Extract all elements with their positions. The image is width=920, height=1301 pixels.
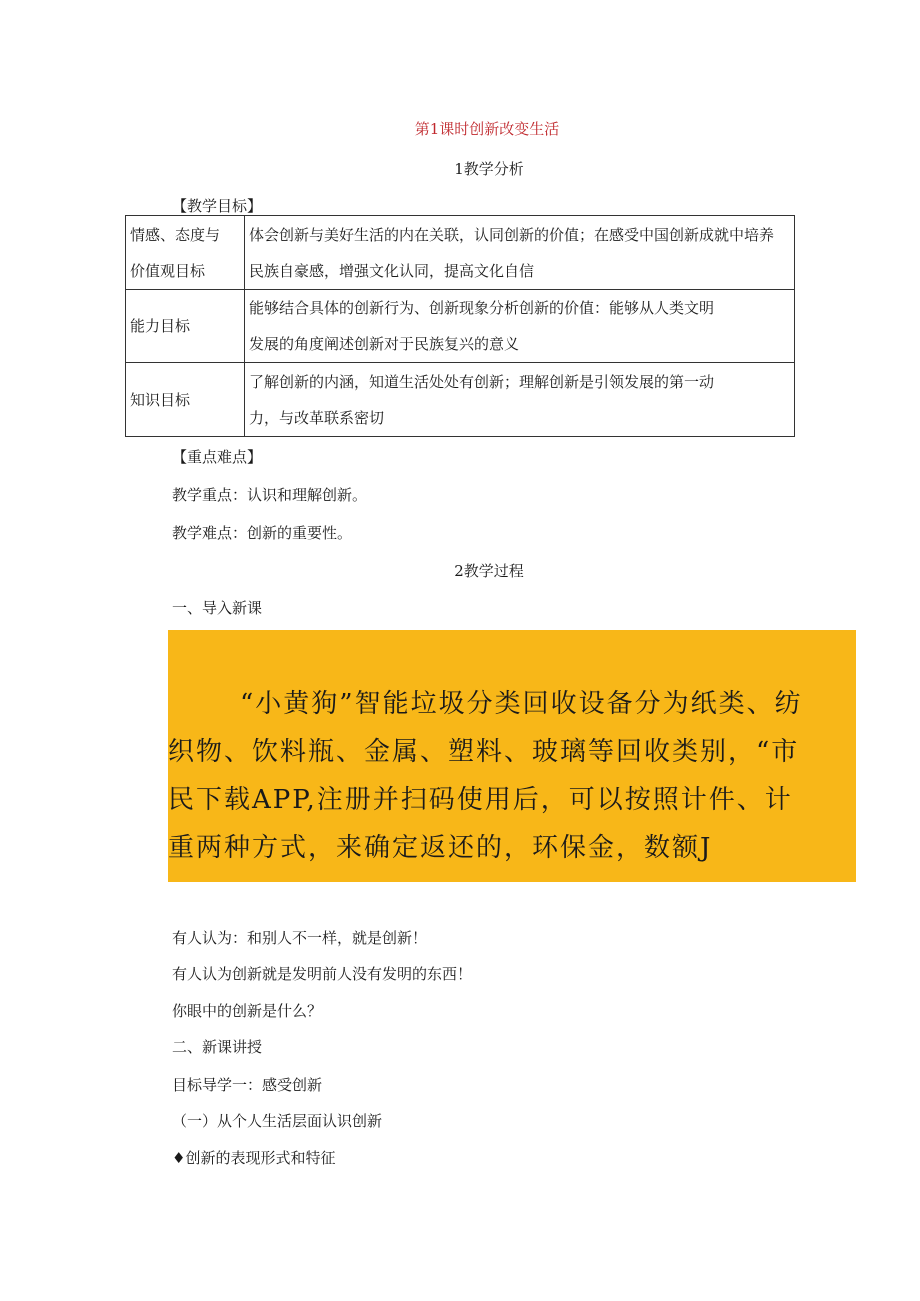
goal-label-line: 能力目标 bbox=[130, 317, 191, 335]
goal-content bbox=[245, 216, 795, 290]
sub-heading: （一）从个人生活层面认识创新 bbox=[172, 1112, 383, 1130]
goal-label bbox=[126, 216, 245, 290]
difficult-point: 教学难点：创新的重要性。 bbox=[172, 524, 353, 542]
highlight-line: 重两种方式，来确定返还的，环保金，数额J bbox=[168, 833, 713, 863]
highlight-box bbox=[168, 630, 856, 882]
goal-label-line: 知识目标 bbox=[130, 390, 191, 409]
highlight-line: 民下载APP,注册并扫码使用后，可以按照计件、计 bbox=[168, 785, 793, 815]
lesson-title: 第1课时创新改变生活 bbox=[414, 120, 560, 138]
goal-label bbox=[126, 290, 245, 363]
goals-table bbox=[125, 215, 795, 437]
goal-label bbox=[126, 363, 245, 437]
paragraph: 有人认为创新就是发明前人没有发明的东西！ bbox=[172, 965, 473, 983]
key-points-heading: 【重点难点】 bbox=[172, 448, 263, 466]
goal-guide: 目标导学一：感受创新 bbox=[172, 1076, 323, 1094]
paragraph: 你眼中的创新是什么？ bbox=[172, 1002, 323, 1020]
goal-content-line: 能够结合具体的创新行为、创新现象分析创新的价值：能够从人类文明 bbox=[249, 299, 715, 317]
goal-label-line: 价值观目标 bbox=[130, 261, 206, 280]
section-title-process: 2教学过程 bbox=[454, 562, 524, 580]
goal-content bbox=[245, 290, 795, 363]
bullet-item: ♦创新的表现形式和特征 bbox=[172, 1149, 336, 1167]
goal-label-line: 情感、态度与 bbox=[130, 225, 221, 244]
highlight-line: 织物、饮料瓶、金属、塑料、玻璃等回收类别，“市 bbox=[168, 737, 800, 767]
goal-content-line: 力，与改革联系密切 bbox=[249, 408, 385, 427]
highlight-line: “小黄狗”智能垃圾分类回收设备分为纸类、纺 bbox=[240, 689, 803, 719]
key-point: 教学重点：认识和理解创新。 bbox=[172, 486, 368, 504]
intro-heading: 一、导入新课 bbox=[172, 599, 263, 617]
goal-content-line: 体会创新与美好生活的内在关联，认同创新的价值；在感受中国创新成就中培养 bbox=[249, 225, 775, 244]
highlight-text bbox=[168, 680, 856, 872]
table-row bbox=[126, 363, 795, 437]
goal-content-line: 了解创新的内涵，知道生活处处有创新；理解创新是引领发展的第一动 bbox=[249, 372, 715, 391]
goal-content bbox=[245, 363, 795, 437]
new-lesson-heading: 二、新课讲授 bbox=[172, 1038, 263, 1056]
goals-heading: 【教学目标】 bbox=[172, 197, 263, 215]
section-title-analysis: 1教学分析 bbox=[454, 160, 524, 178]
goal-content-line: 民族自豪感，增强文化认同，提高文化自信 bbox=[249, 261, 535, 280]
goal-content-line: 发展的角度阐述创新对于民族复兴的意义 bbox=[249, 335, 520, 353]
table-row bbox=[126, 290, 795, 363]
paragraph: 有人认为：和别人不一样，就是创新！ bbox=[172, 929, 428, 947]
table-row bbox=[126, 216, 795, 290]
